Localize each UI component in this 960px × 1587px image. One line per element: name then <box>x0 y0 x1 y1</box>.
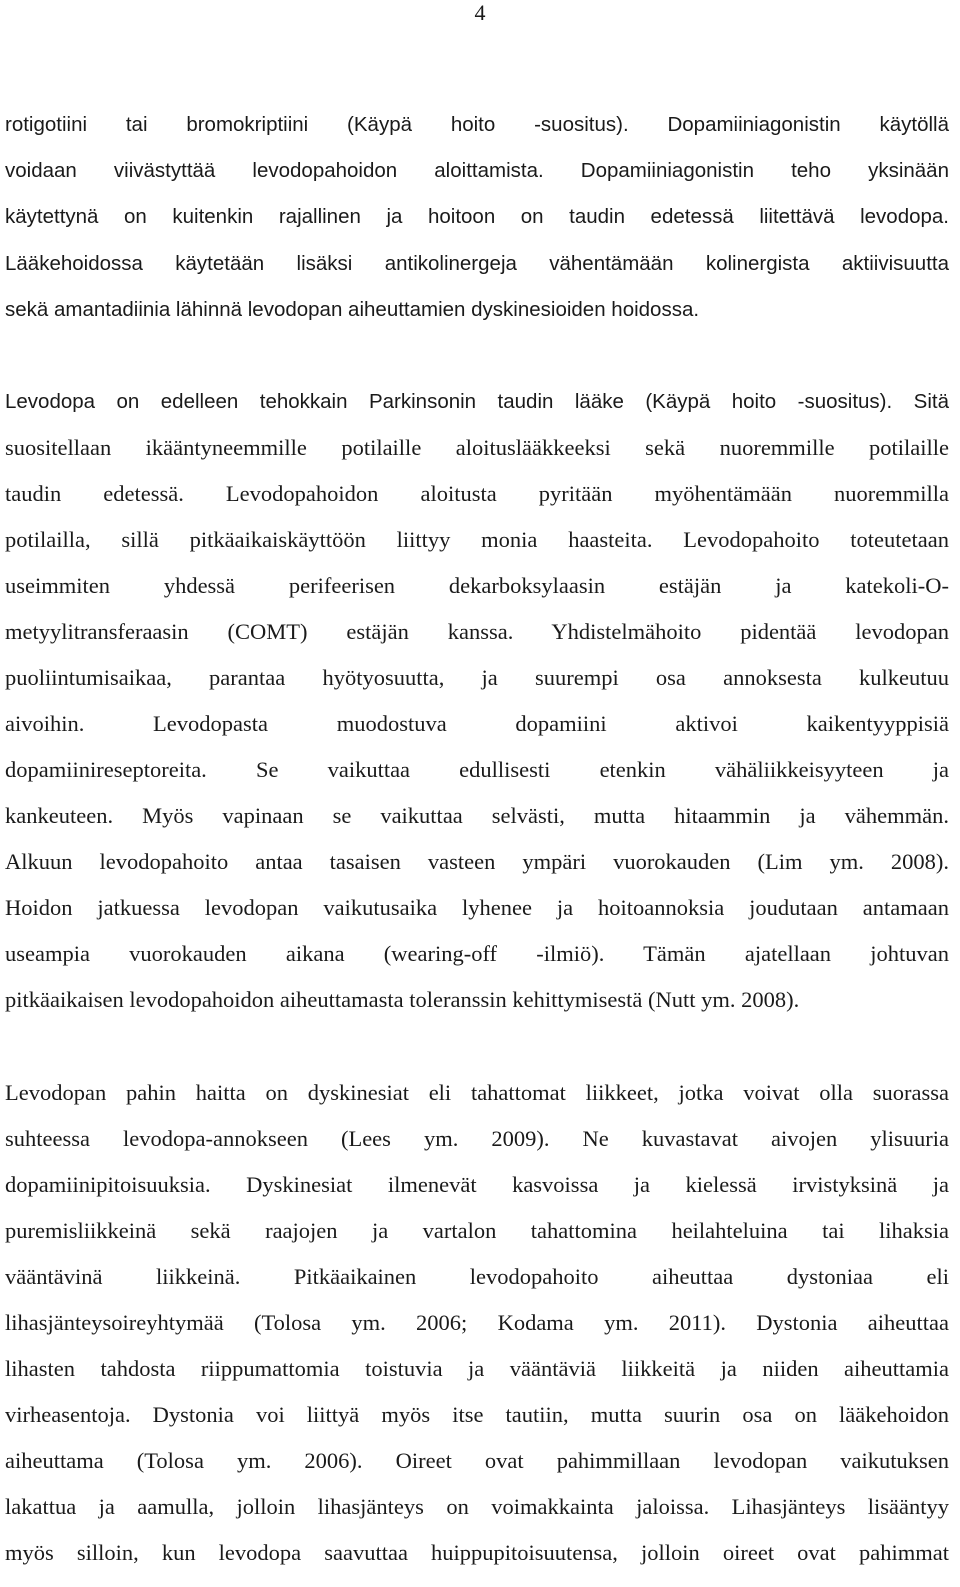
text-line: kankeuteen. Myös vapinaan se vaikuttaa selvästi, mutta hitaammin ja vähemmän. <box>5 803 949 828</box>
text-line: suositellaan ikääntyneemmille potilaille aloituslääkkeeksi sekä nuoremmille potilaille <box>5 435 949 460</box>
text-line: lihasten tahdosta riippumattomia toistuvia ja vääntäviä liikkeitä ja niiden aiheuttamia <box>5 1356 949 1381</box>
text-line: aiheuttama (Tolosa ym. 2006). Oireet ovat pahimmillaan levodopan vaikutuksen <box>5 1448 949 1473</box>
text-line: metyylitransferaasin (COMT) estäjän kanssa. Yhdistelmähoito pidentää levodopan <box>5 619 949 644</box>
text-line: puoliintumisaikaa, parantaa hyötyosuutta, ja suurempi osa annoksesta kulkeutuu <box>5 665 949 690</box>
text-line: myös silloin, kun levodopa saavuttaa huippupitoisuutensa, jolloin oireet ovat pahimmat <box>5 1540 949 1565</box>
text-line: käytettynä on kuitenkin rajallinen ja hoitoon on taudin edetessä liitettävä levodopa. <box>5 205 949 228</box>
text-line: voidaan viivästyttää levodopahoidon aloittamista. Dopamiiniagonistin teho yksinään <box>5 159 949 182</box>
text-line: Levodopa on edelleen tehokkain Parkinsonin taudin lääke (Käypä hoito -suositus). Sitä <box>5 390 949 413</box>
text-line: puremisliikkeinä sekä raajojen ja vartalon tahattomina heilahteluina tai lihaksia <box>5 1218 949 1243</box>
text-line: Levodopan pahin haitta on dyskinesiat eli tahattomat liikkeet, jotka voivat olla suorassa <box>5 1080 949 1105</box>
page-number: 4 <box>474 0 486 25</box>
text-line: useimmiten yhdessä perifeerisen dekarboksylaasin estäjän ja katekoli-O- <box>5 573 949 598</box>
text-line: virheasentoja. Dystonia voi liittyä myös itse tautiin, mutta suurin osa on lääkehoidon <box>5 1402 949 1427</box>
text-line: dopamiinireseptoreita. Se vaikuttaa edullisesti etenkin vähäliikkeisyyteen ja <box>5 757 949 782</box>
text-line: Hoidon jatkuessa levodopan vaikutusaika lyhenee ja hoitoannoksia joudutaan antamaan <box>5 895 949 920</box>
text-line: potilailla, sillä pitkäaikaiskäyttöön liittyy monia haasteita. Levodopahoito toteutetaan <box>5 527 949 552</box>
text-line: sekä amantadiinia lähinnä levodopan aiheuttamien dyskinesioiden hoidossa. <box>5 298 700 321</box>
text-line: lakattua ja aamulla, jolloin lihasjänteys on voimakkainta jaloissa. Lihasjänteys lisääntyy <box>5 1494 949 1519</box>
text-line: useampia vuorokauden aikana (wearing-off -ilmiö). Tämän ajatellaan johtuvan <box>5 941 949 966</box>
text-line: vääntävinä liikkeinä. Pitkäaikainen levodopahoito aiheuttaa dystoniaa eli <box>5 1264 949 1289</box>
text-line: suhteessa levodopa-annokseen (Lees ym. 2009). Ne kuvastavat aivojen ylisuuria <box>5 1126 949 1151</box>
text-line: dopamiinipitoisuuksia. Dyskinesiat ilmenevät kasvoissa ja kielessä irvistyksinä ja <box>5 1172 949 1197</box>
text-line: Alkuun levodopahoito antaa tasaisen vasteen ympäri vuorokauden (Lim ym. 2008). <box>5 849 949 874</box>
text-line: Lääkehoidossa käytetään lisäksi antikolinergeja vähentämään kolinergista aktiivisuutta <box>5 252 949 275</box>
text-line: rotigotiini tai bromokriptiini (Käypä hoito -suositus). Dopamiiniagonistin käytöllä <box>5 113 949 136</box>
text-line: lihasjänteysoireyhtymää (Tolosa ym. 2006; Kodama ym. 2011). Dystonia aiheuttaa <box>5 1310 949 1335</box>
text-line: pitkäaikaisen levodopahoidon aiheuttamasta toleranssin kehittymisestä (Nutt ym. 2008). <box>5 987 800 1012</box>
text-line: taudin edetessä. Levodopahoidon aloitusta pyritään myöhentämään nuoremmilla <box>5 481 949 506</box>
text-line: aivoihin. Levodopasta muodostuva dopamiini aktivoi kaikentyyppisiä <box>5 711 949 736</box>
